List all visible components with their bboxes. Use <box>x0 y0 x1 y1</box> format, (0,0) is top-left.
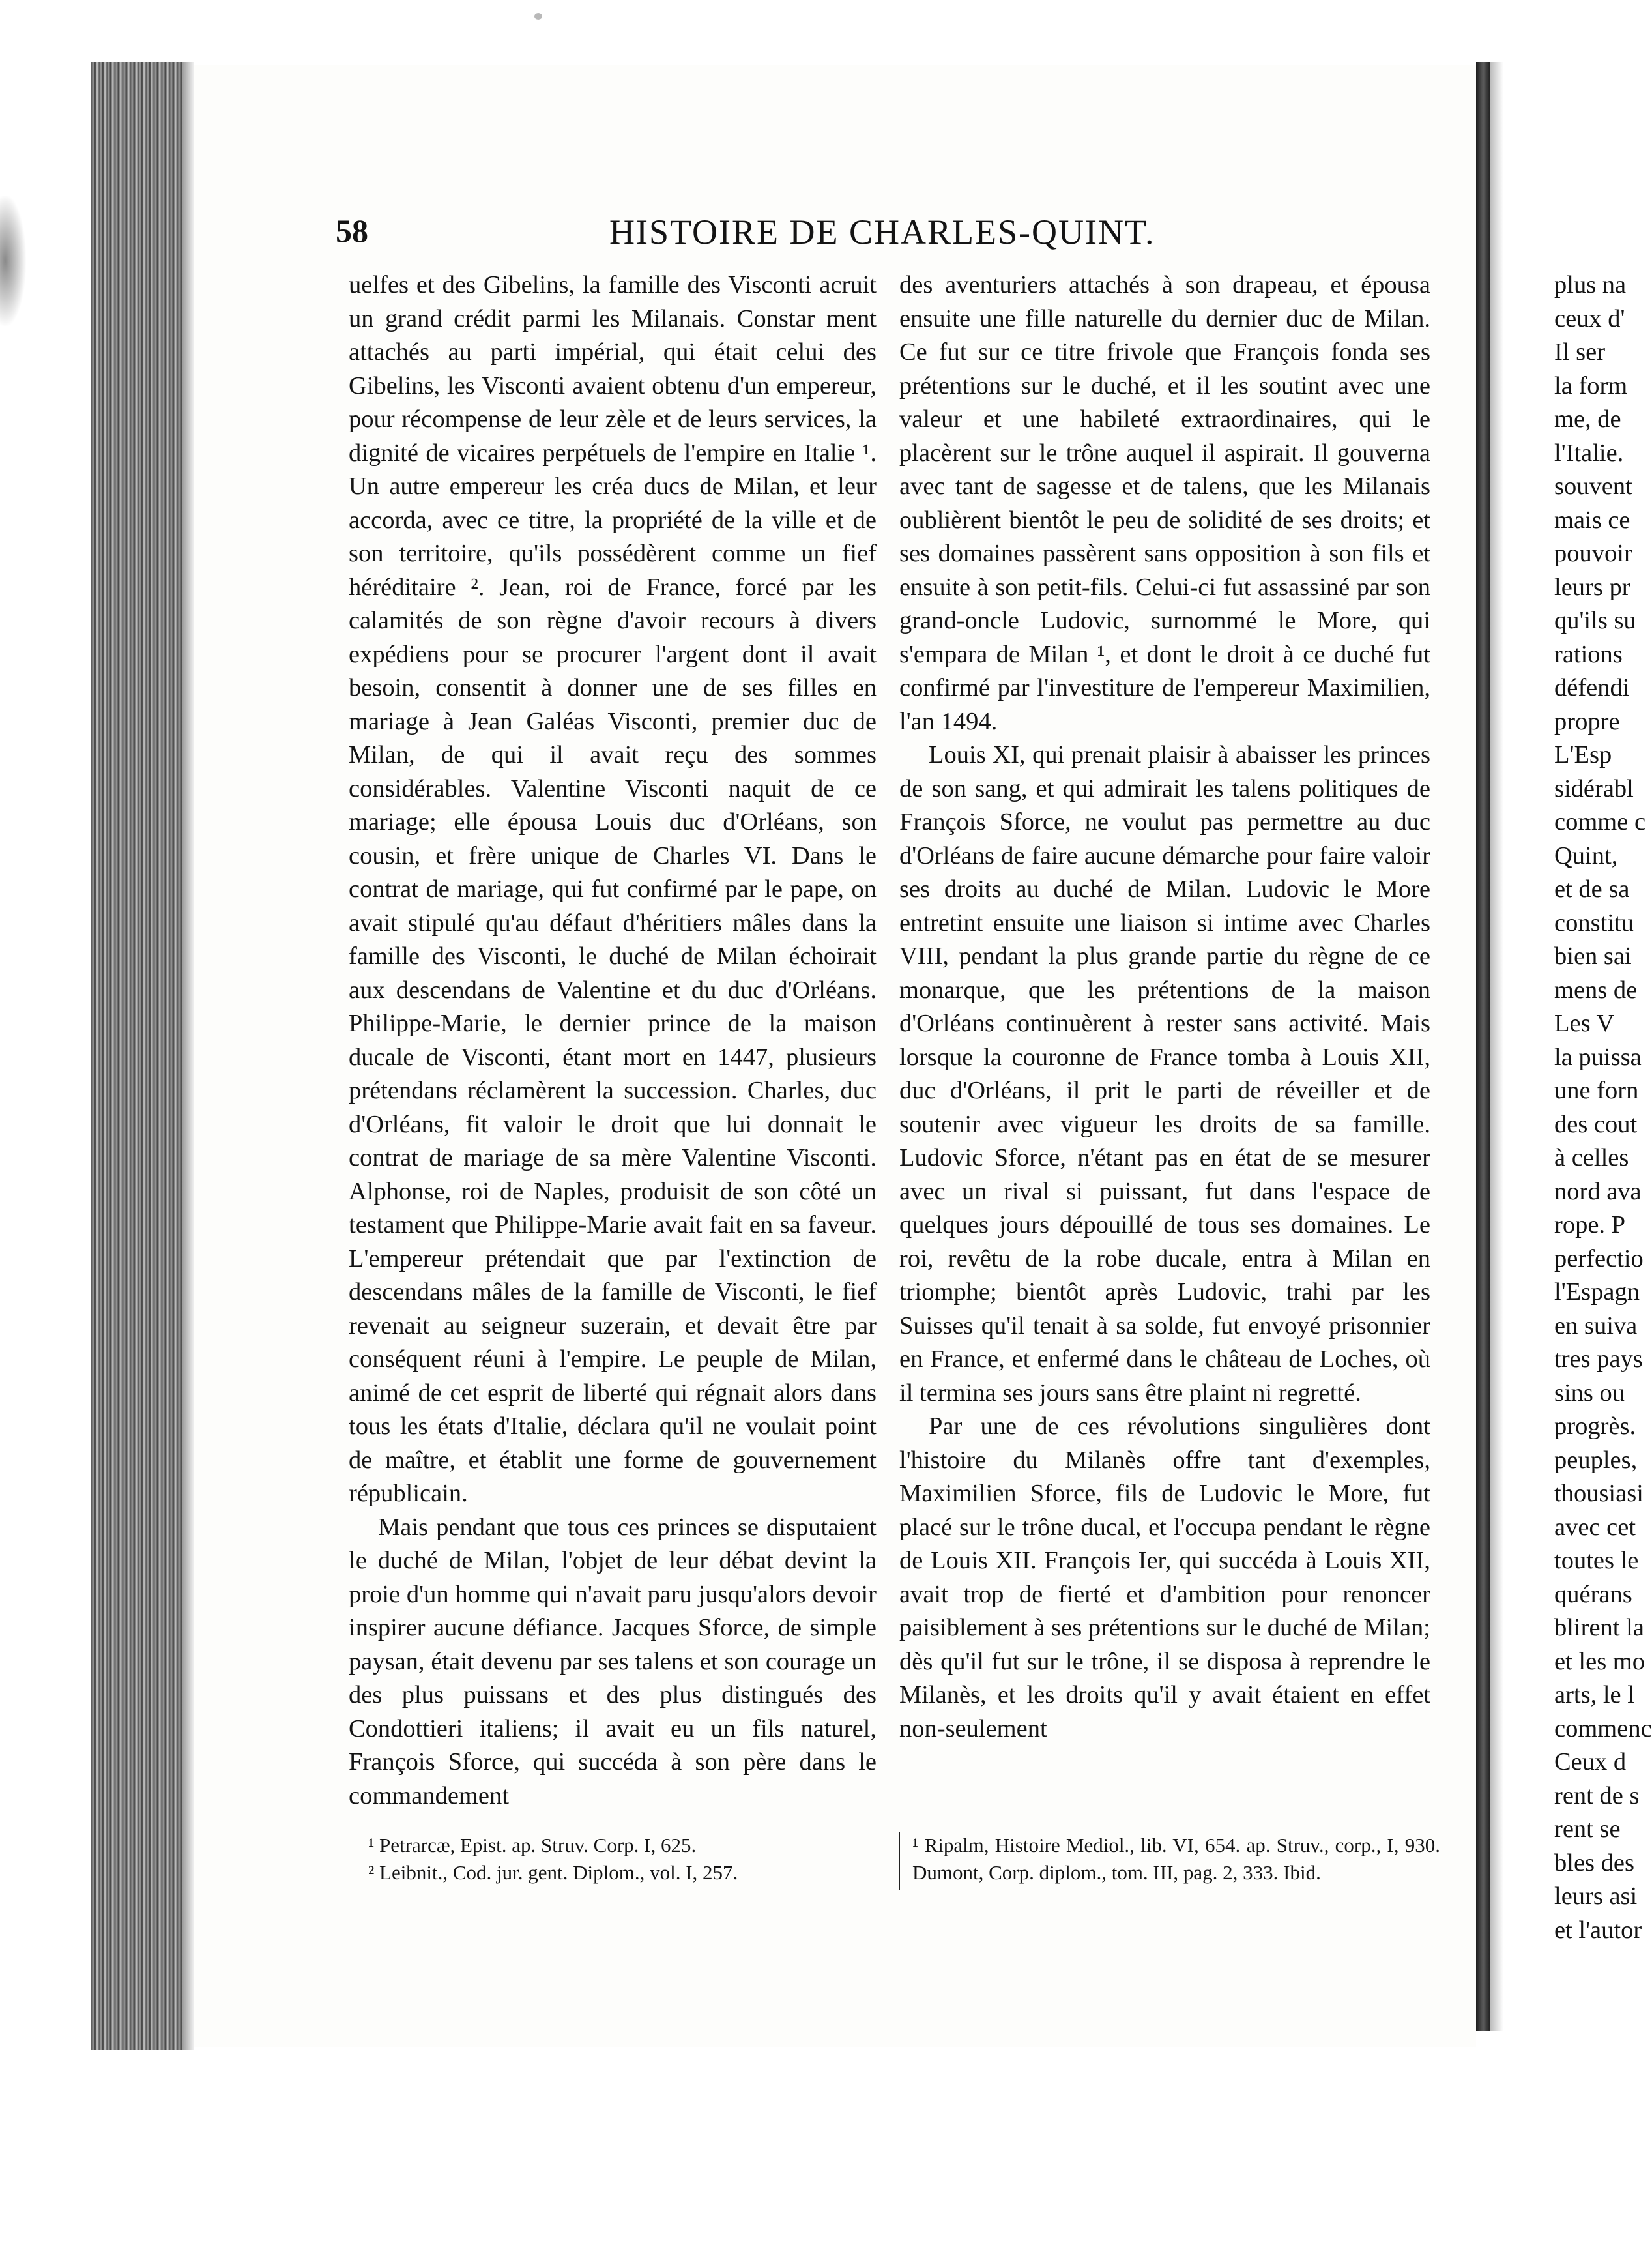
facing-page-line: mais ce <box>1554 506 1630 534</box>
facing-page-line: propre <box>1554 707 1620 735</box>
facing-page-line: peuples, <box>1554 1446 1638 1474</box>
page-number: 58 <box>336 213 368 249</box>
facing-page-line: en suiva <box>1554 1312 1638 1340</box>
facing-page-line: Quint, <box>1554 842 1618 870</box>
facing-page-line: mens de <box>1554 976 1638 1004</box>
book-gutter <box>1476 62 1490 2031</box>
facing-page-line: sidérabl <box>1554 774 1634 802</box>
facing-page-line: Les V <box>1554 1010 1615 1037</box>
facing-page-line: progrès. <box>1554 1413 1636 1440</box>
paragraph: des aventuriers attachés à son drapeau, et épousa ensuite une fille naturelle du dernier duc de Milan. Ce fut sur ce titre frivole que François fonda ses prétentions sur le duché, et il les soutint avec une valeur et une habileté extraordinaires, qui le placèrent sur le trône auquel il aspirait. Il gouverna avec tant de sagesse et de talens, que les Milanais oublièrent bientôt le peu de solidité de ses droits; et ses domaines passèrent sans opposition à son fils et ensuite à son petit-fils. Celui-ci fut assassiné par son grand-oncle Ludovic, surnommé le More, qui s'empara de Milan ¹, et dont le droit à ce duché fut confirmé par l'investiture de l'empereur Maximilien, l'an 1494. <box>899 271 1430 735</box>
facing-page-line: plus na <box>1554 271 1627 299</box>
facing-page-line: comme c <box>1554 808 1646 836</box>
facing-page-line: qu'ils su <box>1554 607 1636 634</box>
page-stack-edge <box>91 62 182 2050</box>
facing-page-fragments <box>1554 269 1652 1944</box>
left-text-column <box>349 269 877 1813</box>
footnote: ¹ Petrarcæ, Epist. ap. Struv. Corp. I, 625. <box>368 1834 697 1856</box>
gutter-shadow <box>1490 62 1503 2031</box>
facing-page-line: l'Espagn <box>1554 1278 1640 1306</box>
facing-page-line: une forn <box>1554 1077 1639 1104</box>
facing-page-line: avec cet <box>1554 1513 1636 1541</box>
facing-page-line: Il ser <box>1554 338 1606 366</box>
footnotes-left <box>368 1832 870 1886</box>
facing-page-line: souvent <box>1554 473 1632 500</box>
footnote: ¹ Ripalm, Histoire Mediol., lib. VI, 654. ap. Struv., corp., I, 930. Dumont, Corp. diplom., tom. III, pag. 2, 333. Ibid. <box>912 1834 1440 1884</box>
facing-page-line: l'Italie. <box>1554 439 1624 467</box>
paragraph: Par une de ces révolutions singulières dont l'histoire du Milanès offre tant d'exemples, Maximilien Sforce, fils de Ludovic le More, fut placé sur le trône ducal, et l'occupa pendant le règne de Louis XII. François Ier, qui succéda à Louis XII, avait trop de fierté et d'ambition pour renoncer paisiblement à ses prétentions sur le duché de Milan; dès qu'il fut sur le trône, il se disposa à reprendre le Milanès, et les droits qu'il y avait étaient en effet non-seulement <box>899 1413 1430 1742</box>
facing-page-line: nord ava <box>1554 1177 1642 1205</box>
facing-page-line: et de sa <box>1554 875 1630 903</box>
facing-page-line: et les mo <box>1554 1647 1645 1675</box>
page-title: HISTOIRE DE CHARLES-QUINT. <box>609 213 1155 252</box>
facing-page-line: la form <box>1554 372 1628 400</box>
facing-page-line: L'Esp <box>1554 741 1612 769</box>
facing-page-line: blirent la <box>1554 1614 1644 1641</box>
facing-page-line: perfectio <box>1554 1244 1644 1272</box>
facing-page-line: sins ou <box>1554 1379 1625 1407</box>
facing-page-line: et l'autor <box>1554 1916 1642 1944</box>
footnote: ² Leibnit., Cod. jur. gent. Diplom., vol. I, 257. <box>368 1861 738 1884</box>
scan-smudge <box>0 196 26 326</box>
facing-page-line: rent de s <box>1554 1781 1640 1810</box>
facing-page-line: bien sai <box>1554 943 1632 970</box>
facing-page-line: leurs asi <box>1554 1883 1638 1910</box>
facing-page-line: me, de <box>1554 405 1621 433</box>
running-head <box>336 212 1215 264</box>
middle-text-column <box>899 269 1430 1746</box>
facing-page-line: leurs pr <box>1554 573 1630 601</box>
facing-page-line: ceux d' <box>1554 304 1625 332</box>
facing-page-line: commenc <box>1554 1714 1652 1742</box>
facing-page-line: thousiasi <box>1554 1480 1644 1507</box>
facing-page-line: bles des <box>1554 1849 1634 1877</box>
facing-page-line: à celles <box>1554 1144 1629 1171</box>
facing-page-line: défendi <box>1554 674 1630 701</box>
facing-page-line: des cout <box>1554 1110 1638 1138</box>
facing-page-line: rations <box>1554 640 1623 668</box>
facing-page-line: pouvoir <box>1554 540 1632 567</box>
paragraph: Mais pendant que tous ces princes se disputaient le duché de Milan, l'objet de leur débat devint la proie d'un homme qui n'avait paru jusqu'alors devoir inspirer aucune défiance. Jacques Sforce, de simple paysan, était devenu par ses talens et son courage un des plus puissans et des plus distingués des Condottieri italiens; il avait eu un fils naturel, François Sforce, qui succéda à son père dans le commandement <box>349 1513 877 1810</box>
facing-page-line: la puissa <box>1554 1043 1642 1071</box>
facing-page-line: rope. P <box>1554 1211 1626 1239</box>
scan-speck <box>534 13 542 20</box>
facing-page-line: tres pays <box>1554 1345 1643 1373</box>
facing-page-line: arts, le l <box>1554 1681 1634 1708</box>
facing-page-line: rent se <box>1554 1815 1621 1843</box>
page-edge-shadow <box>182 62 194 2050</box>
facing-page-line: Ceux d <box>1554 1748 1627 1776</box>
facing-page-line: constitu <box>1554 909 1634 937</box>
paragraph: uelfes et des Gibelins, la famille des Visconti acruit un grand crédit parmi les Milanais. Constar ment attachés au parti impérial, qui était celui des Gibelins, les Visconti avaient obtenu d'un empereur, pour récompense de leur zèle et de leurs services, la dignité de vicaires perpétuels de l'empire en Italie ¹. Un autre empereur les créa ducs de Milan, et leur accorda, avec ce titre, la propriété de la ville et de son territoire, qu'ils possédèrent comme un fief héréditaire ². Jean, roi de France, forcé par les calamités de son règne d'avoir recours à divers expédiens pour se procurer l'argent dont il avait besoin, consentit à donner une de ses filles en mariage à Jean Galéas Visconti, premier duc de Milan, de qui il avait reçu des sommes considérables. Valentine Visconti naquit de ce mariage; elle épousa Louis duc d'Orléans, son cousin, et frère unique de Charles VI. Dans le contrat de mariage, qui fut confirmé par le pape, on avait stipulé qu'au défaut d'héritiers mâles dans la famille des Visconti, le duché de Milan échoirait aux descendans de Valentine et du duc d'Orléans. Philippe-Marie, le dernier prince de la maison ducale de Visconti, étant mort en 1447, plusieurs prétendans réclamèrent la succession. Charles, duc d'Orléans, fit valoir le droit que lui donnait le contrat de mariage de sa mère Valentine Visconti. Alphonse, roi de Naples, produisit de son côté un testament que Philippe-Marie avait fait en sa faveur. L'empereur prétendait que par l'extinction de descendans mâles de la famille de Visconti, le fief revenait au seigneur suzerain, et devait être par conséquent réuni à l'empire. Le peuple de Milan, animé de cet esprit de liberté qui régnait alors dans tous les états d'Italie, déclara qu'il ne voulait point de maître, et établit une forme de gouvernement républicain. <box>349 271 877 1507</box>
footnotes-middle <box>912 1832 1440 1886</box>
facing-page-line: toutes le <box>1554 1547 1639 1574</box>
paragraph: Louis XI, qui prenait plaisir à abaisser les princes de son sang, et qui admirait les talens politiques de François Sforce, ne voulut pas permettre au duc d'Orléans de faire aucune démarche pour faire valoir ses droits au duché de Milan. Ludovic le More entretint ensuite une liaison si intime avec Charles VIII, pendant la plus grande partie du règne de ce monarque, que les prétentions de la maison d'Orléans continuèrent à rester sans activité. Mais lorsque la couronne de France tomba à Louis XII, duc d'Orléans, il prit le parti de réveiller et de soutenir avec vigueur les droits de sa famille. Ludovic Sforce, n'étant pas en état de se mesurer avec un rival si puissant, fut dans l'espace de quelques jours dépouillé de tous ses domaines. Le roi, revêtu de la robe ducale, entra à Milan en triomphe; bientôt après Ludovic, trahi par les Suisses qu'il tenait à sa solde, fut envoyé prisonnier en France, et enfermé dans le château de Loches, où il termina ses jours sans être plaint ni regretté. <box>899 741 1430 1407</box>
column-rule <box>899 1832 900 1890</box>
facing-page-line: quérans <box>1554 1580 1632 1608</box>
